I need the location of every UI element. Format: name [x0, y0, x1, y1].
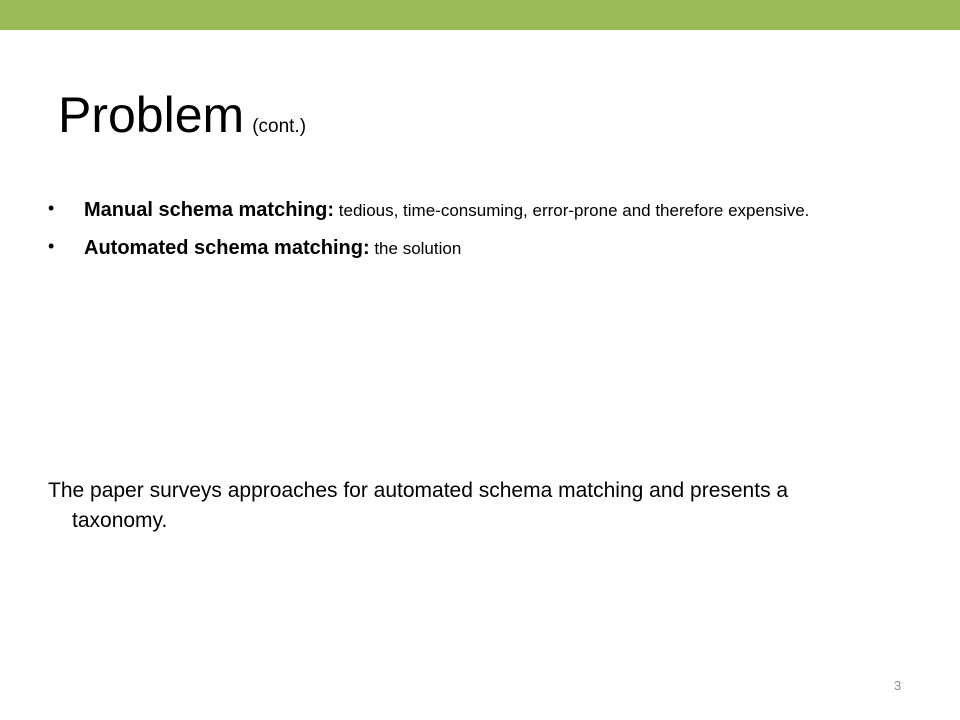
- slide-title-text: Problem: [58, 87, 245, 143]
- bullet-dot-icon: •: [48, 198, 55, 218]
- slide-subtitle: (cont.): [252, 116, 307, 137]
- top-accent-bar: [0, 0, 960, 30]
- bullet-dot-icon: •: [48, 236, 55, 256]
- bullet-description: the solution: [369, 239, 462, 258]
- slide-title: [58, 88, 306, 143]
- bullet-description: tedious, time-consuming, error-prone and therefore expensive.: [334, 201, 810, 220]
- bullet-item-manual-matching: [48, 196, 848, 224]
- summary-paragraph: The paper surveys approaches for automated schema matching and presents a taxonomy.: [48, 479, 789, 533]
- bullet-term: Automated schema matching:: [84, 237, 370, 259]
- page-number: 3: [894, 678, 902, 693]
- bullet-list: [48, 196, 848, 272]
- bullet-term: Manual schema matching:: [84, 199, 335, 221]
- bullet-item-automated-matching: [48, 234, 848, 262]
